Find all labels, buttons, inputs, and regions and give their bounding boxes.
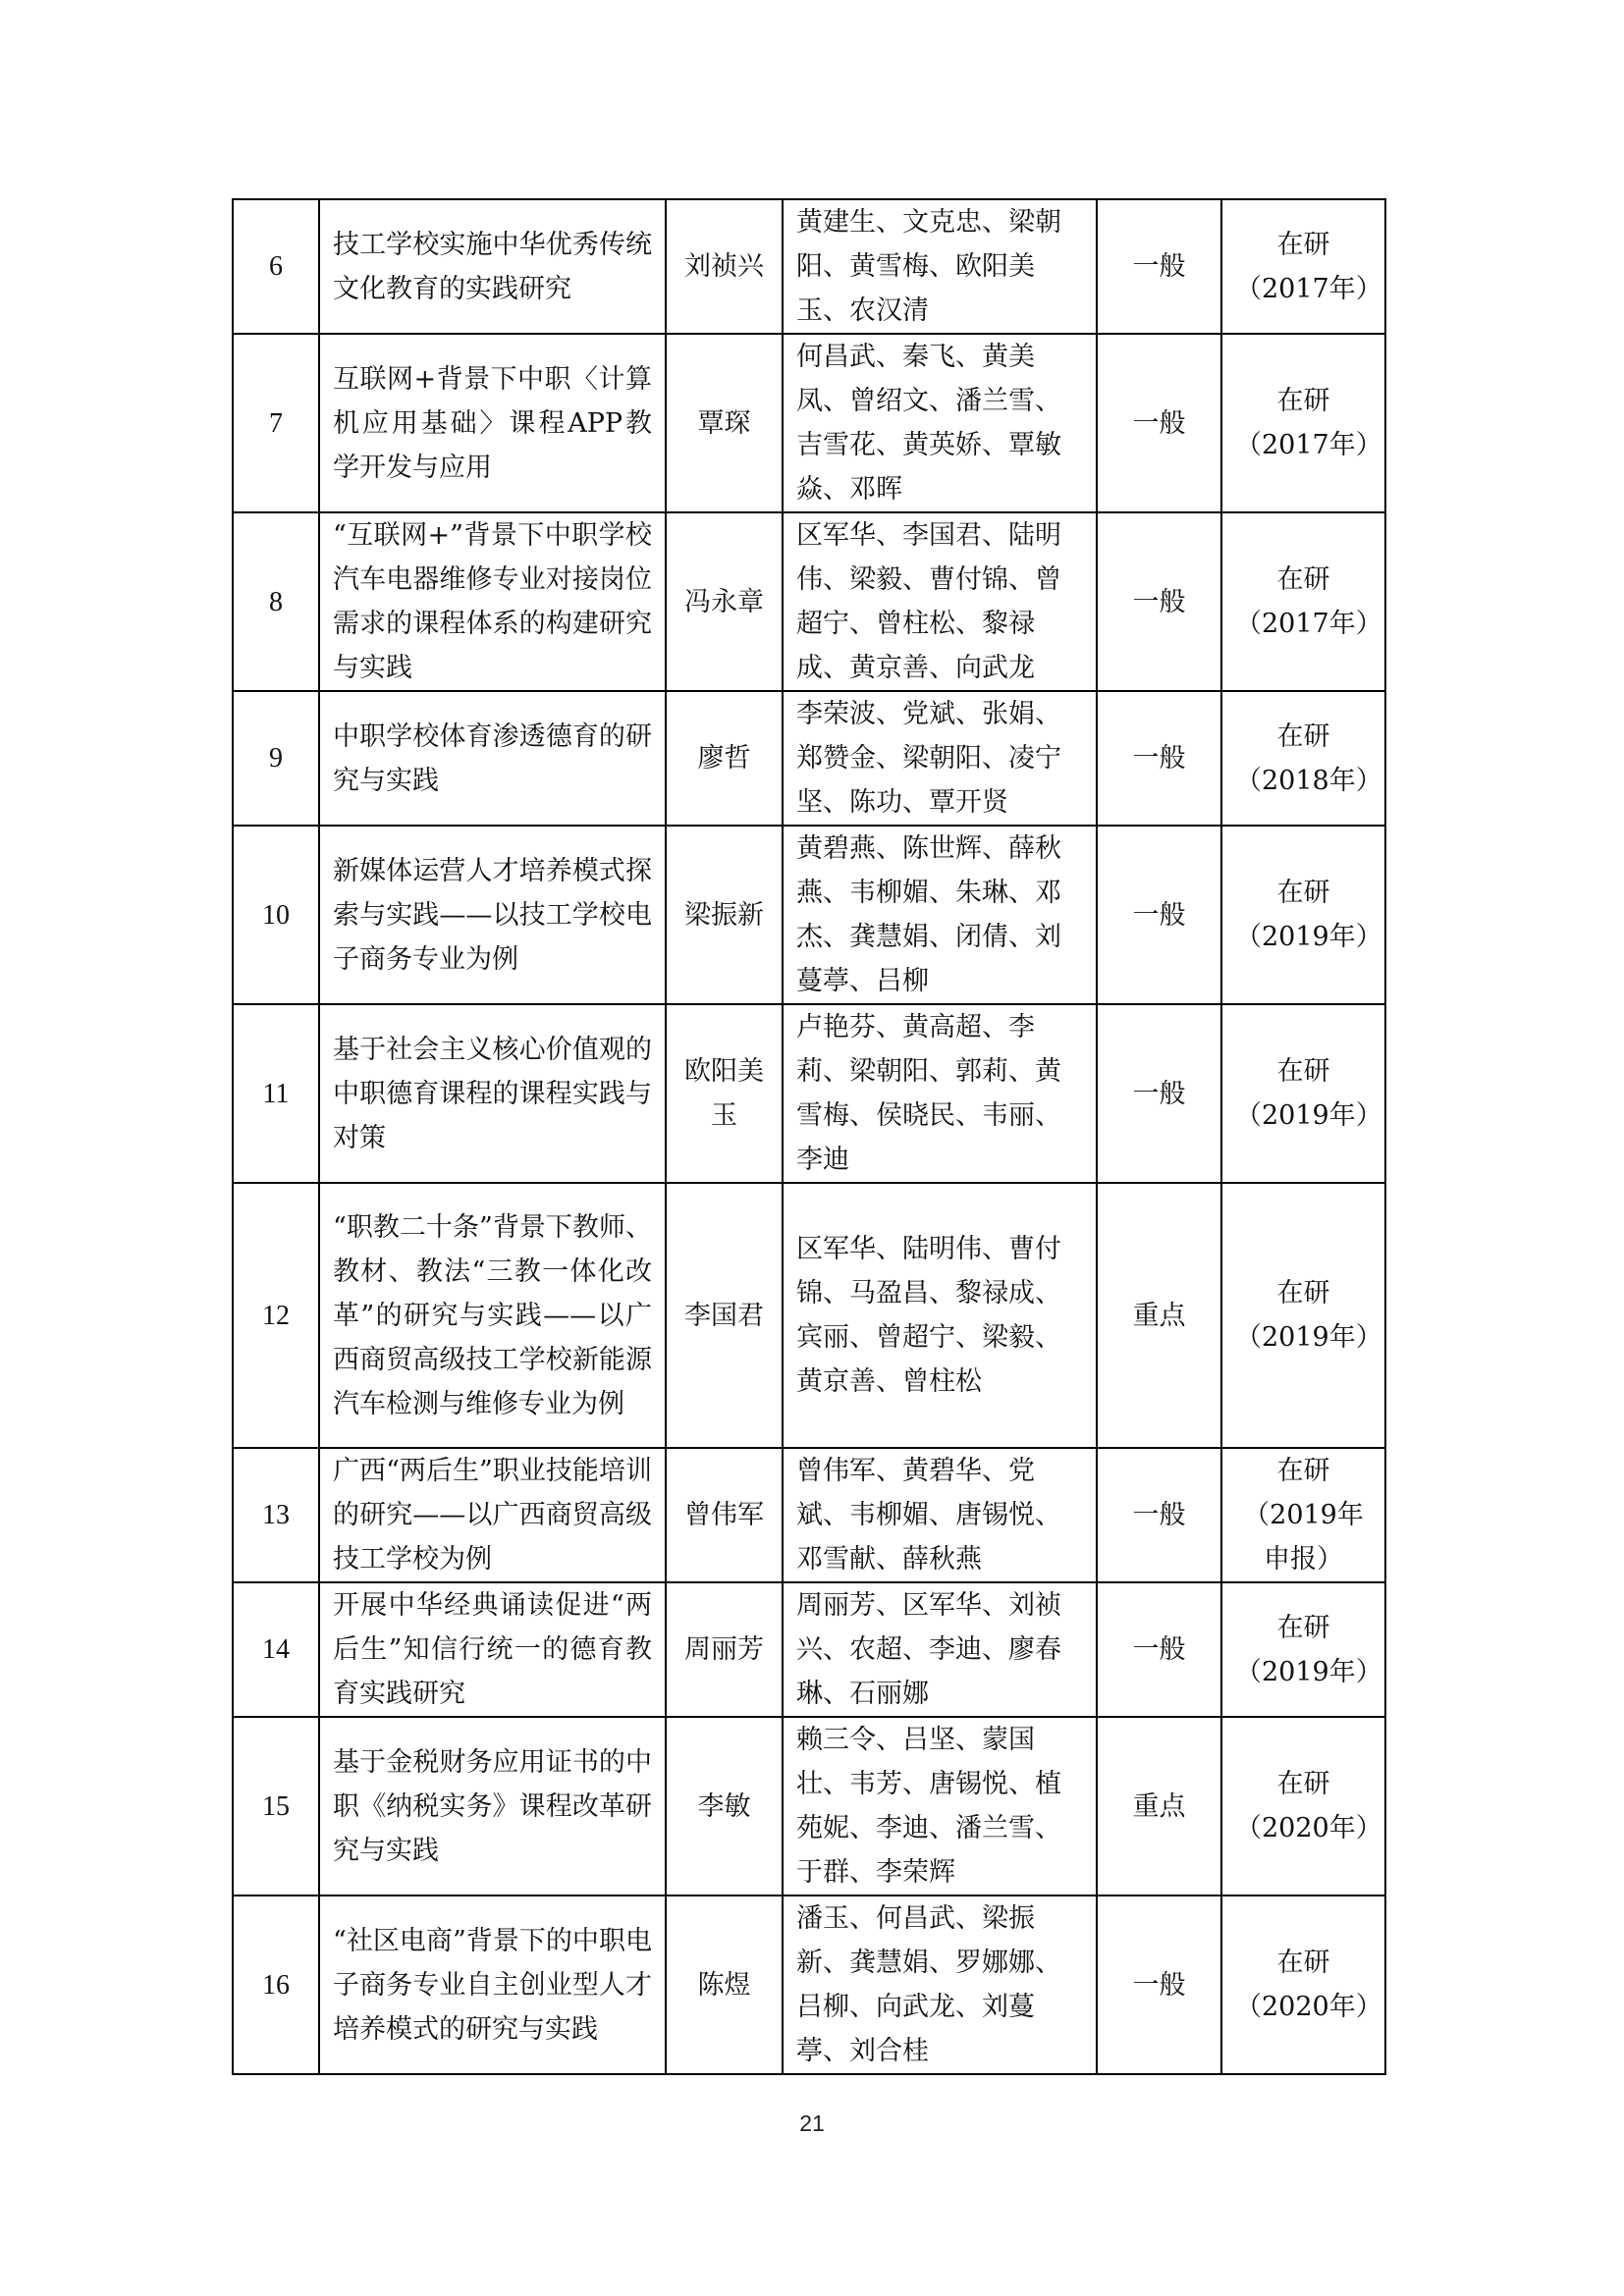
project-title: 中职学校体育渗透德育的研究与实践 bbox=[319, 691, 666, 826]
project-members: 潘玉、何昌武、梁振新、龚慧娟、罗娜娜、吕柳、向武龙、刘蔓葶、刘合桂 bbox=[783, 1896, 1097, 2074]
project-status: 在研（2019年） bbox=[1221, 1004, 1385, 1183]
project-title: 基于金税财务应用证书的中职《纳税实务》课程改革研究与实践 bbox=[319, 1717, 666, 1896]
project-status: 在研（2019年） bbox=[1221, 1582, 1385, 1717]
row-number: 7 bbox=[233, 334, 319, 512]
project-members: 区军华、陆明伟、曹付锦、马盈昌、黎禄成、宾丽、曾超宁、梁毅、黄京善、曾柱松 bbox=[783, 1183, 1097, 1448]
project-level: 一般 bbox=[1097, 826, 1221, 1004]
row-number: 14 bbox=[233, 1582, 319, 1717]
project-level: 一般 bbox=[1097, 1448, 1221, 1582]
table-row bbox=[233, 334, 1385, 512]
table-row bbox=[233, 826, 1385, 1004]
project-members: 何昌武、秦飞、黄美凤、曾绍文、潘兰雪、吉雪花、黄英娇、覃敏焱、邓晖 bbox=[783, 334, 1097, 512]
table-row bbox=[233, 691, 1385, 826]
project-level: 一般 bbox=[1097, 1896, 1221, 2074]
project-leader: 欧阳美玉 bbox=[666, 1004, 783, 1183]
project-title: 广西“两后生”职业技能培训的研究——以广西商贸高级技工学校为例 bbox=[319, 1448, 666, 1582]
project-status: 在研（2019年申报） bbox=[1221, 1448, 1385, 1582]
project-members: 卢艳芬、黄高超、李莉、梁朝阳、郭莉、黄雪梅、侯晓民、韦丽、李迪 bbox=[783, 1004, 1097, 1183]
table-row bbox=[233, 1004, 1385, 1183]
table-row bbox=[233, 1183, 1385, 1448]
row-number: 8 bbox=[233, 512, 319, 691]
project-title: “互联网+”背景下中职学校汽车电器维修专业对接岗位需求的课程体系的构建研究与实践 bbox=[319, 512, 666, 691]
project-status: 在研（2020年） bbox=[1221, 1896, 1385, 2074]
project-members: 周丽芳、区军华、刘祯兴、农超、李迪、廖春琳、石丽娜 bbox=[783, 1582, 1097, 1717]
research-projects-table bbox=[232, 198, 1386, 2075]
project-members: 曾伟军、黄碧华、党斌、韦柳媚、唐锡悦、邓雪献、薛秋燕 bbox=[783, 1448, 1097, 1582]
page-number: 21 bbox=[799, 2110, 825, 2136]
project-title: “社区电商”背景下的中职电子商务专业自主创业型人才培养模式的研究与实践 bbox=[319, 1896, 666, 2074]
project-members: 区军华、李国君、陆明伟、梁毅、曹付锦、曾超宁、曾柱松、黎禄成、黄京善、向武龙 bbox=[783, 512, 1097, 691]
row-number: 9 bbox=[233, 691, 319, 826]
row-number: 15 bbox=[233, 1717, 319, 1896]
project-status: 在研（2017年） bbox=[1221, 512, 1385, 691]
project-level: 一般 bbox=[1097, 1004, 1221, 1183]
row-number: 6 bbox=[233, 199, 319, 334]
project-members: 黄建生、文克忠、梁朝阳、黄雪梅、欧阳美玉、农汉清 bbox=[783, 199, 1097, 334]
project-title: 新媒体运营人才培养模式探索与实践——以技工学校电子商务专业为例 bbox=[319, 826, 666, 1004]
row-number: 10 bbox=[233, 826, 319, 1004]
project-level: 一般 bbox=[1097, 334, 1221, 512]
table-row bbox=[233, 1717, 1385, 1896]
table-row bbox=[233, 199, 1385, 334]
project-leader: 陈煜 bbox=[666, 1896, 783, 2074]
table-row bbox=[233, 1582, 1385, 1717]
project-members: 黄碧燕、陈世辉、薛秋燕、韦柳媚、朱琳、邓杰、龚慧娟、闭倩、刘蔓葶、吕柳 bbox=[783, 826, 1097, 1004]
project-title: 开展中华经典诵读促进“两后生”知信行统一的德育教育实践研究 bbox=[319, 1582, 666, 1717]
row-number: 11 bbox=[233, 1004, 319, 1183]
row-number: 12 bbox=[233, 1183, 319, 1448]
project-level: 一般 bbox=[1097, 199, 1221, 334]
project-title: 互联网+背景下中职〈计算机应用基础〉课程APP教学开发与应用 bbox=[319, 334, 666, 512]
project-leader: 周丽芳 bbox=[666, 1582, 783, 1717]
project-level: 一般 bbox=[1097, 512, 1221, 691]
project-members: 赖三令、吕坚、蒙国壮、韦芳、唐锡悦、植苑妮、李迪、潘兰雪、于群、李荣辉 bbox=[783, 1717, 1097, 1896]
project-leader: 梁振新 bbox=[666, 826, 783, 1004]
project-status: 在研（2019年） bbox=[1221, 1183, 1385, 1448]
project-leader: 曾伟军 bbox=[666, 1448, 783, 1582]
project-leader: 李敏 bbox=[666, 1717, 783, 1896]
project-status: 在研（2017年） bbox=[1221, 334, 1385, 512]
project-status: 在研（2020年） bbox=[1221, 1717, 1385, 1896]
table-row bbox=[233, 1896, 1385, 2074]
project-status: 在研（2017年） bbox=[1221, 199, 1385, 334]
project-leader: 李国君 bbox=[666, 1183, 783, 1448]
project-title: 基于社会主义核心价值观的中职德育课程的课程实践与对策 bbox=[319, 1004, 666, 1183]
project-leader: 廖哲 bbox=[666, 691, 783, 826]
table-row bbox=[233, 512, 1385, 691]
project-leader: 冯永章 bbox=[666, 512, 783, 691]
project-level: 重点 bbox=[1097, 1717, 1221, 1896]
row-number: 13 bbox=[233, 1448, 319, 1582]
project-leader: 覃琛 bbox=[666, 334, 783, 512]
project-level: 一般 bbox=[1097, 1582, 1221, 1717]
project-status: 在研（2018年） bbox=[1221, 691, 1385, 826]
project-title: “职教二十条”背景下教师、教材、教法“三教一体化改革”的研究与实践——以广西商贸高级技工学校新能源汽车检测与维修专业为例 bbox=[319, 1183, 666, 1448]
project-status: 在研（2019年） bbox=[1221, 826, 1385, 1004]
row-number: 16 bbox=[233, 1896, 319, 2074]
table-row bbox=[233, 1448, 1385, 1582]
project-level: 一般 bbox=[1097, 691, 1221, 826]
project-level: 重点 bbox=[1097, 1183, 1221, 1448]
project-members: 李荣波、党斌、张娟、郑赞金、梁朝阳、凌宁坚、陈功、覃开贤 bbox=[783, 691, 1097, 826]
project-title: 技工学校实施中华优秀传统文化教育的实践研究 bbox=[319, 199, 666, 334]
project-leader: 刘祯兴 bbox=[666, 199, 783, 334]
